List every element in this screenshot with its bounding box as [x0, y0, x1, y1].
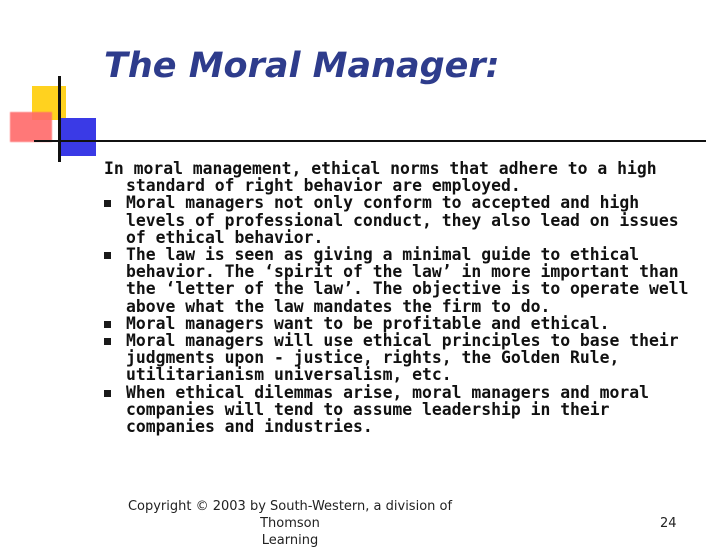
square-bullet-icon [104, 200, 111, 207]
bullet-text: The law is seen as giving a minimal guide to ethical behavior. The ‘spirit of the law’ in more important than the ‘letter of the law’. The objective is to operate well above what the law mandates the firm to do. [126, 245, 689, 316]
intro-paragraph: In moral management, ethical norms that adhere to a high standard of right behavior are employed. [104, 159, 657, 196]
page-number: 24 [660, 516, 677, 531]
bullet-item [104, 246, 704, 315]
decor-blue-square [58, 118, 96, 156]
slide-body [104, 160, 704, 435]
decor-vertical-line [58, 76, 61, 162]
square-bullet-icon [104, 390, 111, 397]
copyright-line-1: Copyright © 2003 by South-Western, a division of Thomson [127, 499, 453, 531]
slide-title: The Moral Manager: [104, 46, 500, 86]
bullet-text: Moral managers will use ethical principles to base their judgments upon - justice, rights, the Golden Rule, utilitarianism universalism, etc. [126, 331, 679, 385]
bullet-item [104, 332, 704, 384]
bullet-text: When ethical dilemmas arise, moral managers and moral companies will tend to assume leadership in their companies and industries. [126, 382, 650, 437]
copyright-line-2: Learning [261, 533, 319, 548]
bullet-text: Moral managers not only conform to accepted and high levels of professional conduct, they also lead on issues of ethical behavior. [126, 193, 679, 247]
square-bullet-icon [104, 252, 111, 259]
decor-red-square [10, 112, 52, 142]
footer-copyright [100, 498, 480, 549]
decor-horizontal-rule [34, 140, 706, 142]
bullet-text: Moral managers want to be profitable and ethical. [126, 313, 610, 333]
square-bullet-icon [104, 338, 111, 345]
bullet-item [104, 384, 704, 436]
square-bullet-icon [104, 321, 111, 328]
bullet-item [104, 315, 704, 332]
bullet-item [104, 194, 704, 246]
